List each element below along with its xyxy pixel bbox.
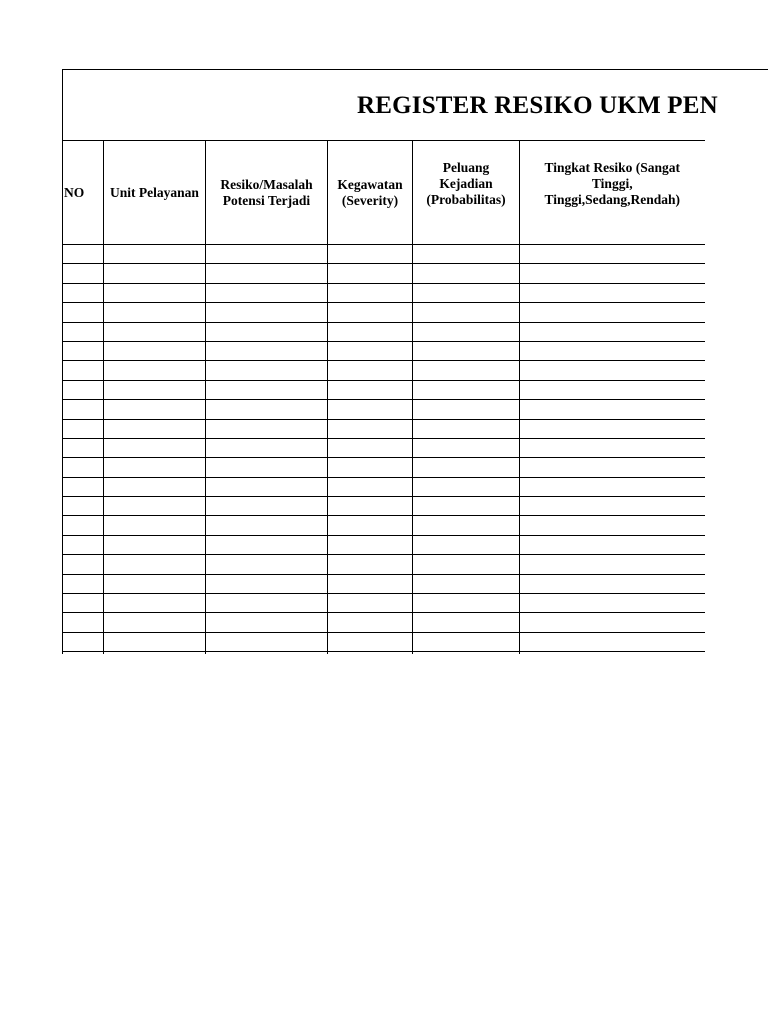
table-cell <box>63 361 104 380</box>
table-cell <box>328 438 413 457</box>
table-cell <box>328 283 413 302</box>
table-cell <box>520 497 705 516</box>
table-cell <box>520 303 705 322</box>
table-cell <box>413 341 520 360</box>
table-cell <box>328 264 413 283</box>
table-cell <box>104 652 206 654</box>
table-cell <box>63 555 104 574</box>
table-header-row <box>63 141 705 245</box>
table-body <box>63 245 705 655</box>
table-cell <box>63 516 104 535</box>
table-row <box>63 555 705 574</box>
risk-register-table <box>62 140 705 654</box>
table-cell <box>520 458 705 477</box>
document-title: REGISTER RESIKO UKM PEN <box>357 92 718 119</box>
table-row <box>63 477 705 496</box>
table-cell <box>206 535 328 554</box>
table-cell <box>206 341 328 360</box>
table-cell <box>413 516 520 535</box>
table-cell <box>328 516 413 535</box>
table-cell <box>104 535 206 554</box>
table-cell <box>328 535 413 554</box>
table-row <box>63 380 705 399</box>
table-cell <box>413 652 520 654</box>
table-cell <box>63 245 104 264</box>
table-cell <box>413 613 520 632</box>
table-cell <box>520 652 705 654</box>
header-resiko-masalah: Resiko/Masalah Potensi Terjadi <box>206 141 328 245</box>
table-row <box>63 400 705 419</box>
table-cell <box>104 458 206 477</box>
table-row <box>63 613 705 632</box>
table-cell <box>328 632 413 651</box>
table-row <box>63 632 705 651</box>
table-cell <box>63 594 104 613</box>
table-row <box>63 535 705 554</box>
table-cell <box>104 516 206 535</box>
table-cell <box>520 594 705 613</box>
table-cell <box>63 380 104 399</box>
table-row <box>63 283 705 302</box>
table-cell <box>104 400 206 419</box>
table-cell <box>206 497 328 516</box>
table-cell <box>520 380 705 399</box>
table-row <box>63 303 705 322</box>
table-cell <box>104 322 206 341</box>
table-cell <box>104 555 206 574</box>
table-cell <box>206 555 328 574</box>
table-cell <box>413 497 520 516</box>
table-cell <box>413 632 520 651</box>
table-row <box>63 245 705 264</box>
table-cell <box>520 264 705 283</box>
table-cell <box>413 458 520 477</box>
table-cell <box>206 458 328 477</box>
table-cell <box>413 380 520 399</box>
table-cell <box>328 594 413 613</box>
table-row <box>63 322 705 341</box>
table-cell <box>104 283 206 302</box>
table-cell <box>206 322 328 341</box>
table-cell <box>63 303 104 322</box>
table-cell <box>63 458 104 477</box>
table-cell <box>328 652 413 654</box>
table-cell <box>104 380 206 399</box>
table-cell <box>206 283 328 302</box>
table-row <box>63 497 705 516</box>
table-row <box>63 574 705 593</box>
table-cell <box>413 303 520 322</box>
table-cell <box>206 477 328 496</box>
table-cell <box>206 245 328 264</box>
table-cell <box>413 594 520 613</box>
table-cell <box>63 341 104 360</box>
header-unit-pelayanan: Unit Pelayanan <box>104 141 206 245</box>
table-cell <box>413 535 520 554</box>
table-cell <box>520 555 705 574</box>
table-cell <box>104 632 206 651</box>
header-tingkat-resiko: Tingkat Resiko (Sangat Tinggi, Tinggi,Sedang,Rendah) <box>520 141 705 245</box>
table-cell <box>206 574 328 593</box>
table-cell <box>63 264 104 283</box>
table-cell <box>413 361 520 380</box>
table-cell <box>206 594 328 613</box>
table-cell <box>104 574 206 593</box>
table-cell <box>63 613 104 632</box>
table-cell <box>520 438 705 457</box>
table-cell <box>206 438 328 457</box>
table-cell <box>328 380 413 399</box>
table-cell <box>206 361 328 380</box>
table-row <box>63 652 705 654</box>
table-cell <box>206 380 328 399</box>
table-cell <box>413 419 520 438</box>
table-row <box>63 419 705 438</box>
table-row <box>63 594 705 613</box>
title-box <box>62 69 768 141</box>
table-cell <box>63 419 104 438</box>
table-row <box>63 516 705 535</box>
table-cell <box>520 283 705 302</box>
table-cell <box>206 400 328 419</box>
table-cell <box>206 264 328 283</box>
table-cell <box>104 594 206 613</box>
table-cell <box>63 535 104 554</box>
table-cell <box>104 303 206 322</box>
table-cell <box>520 419 705 438</box>
table-cell <box>206 613 328 632</box>
table-cell <box>413 264 520 283</box>
header-kegawatan: Kegawatan (Severity) <box>328 141 413 245</box>
table-row <box>63 264 705 283</box>
table-cell <box>104 264 206 283</box>
table-cell <box>328 322 413 341</box>
header-peluang-kejadian: Peluang Kejadian (Probabilitas) <box>413 141 520 245</box>
table-cell <box>206 303 328 322</box>
table-cell <box>328 555 413 574</box>
table-cell <box>413 400 520 419</box>
table-cell <box>520 245 705 264</box>
table-cell <box>413 555 520 574</box>
table-cell <box>63 400 104 419</box>
table-row <box>63 458 705 477</box>
table-cell <box>206 516 328 535</box>
table-cell <box>104 497 206 516</box>
table-cell <box>63 283 104 302</box>
table-cell <box>328 458 413 477</box>
table-cell <box>413 322 520 341</box>
table-cell <box>63 574 104 593</box>
header-no: NO <box>63 141 104 245</box>
table-cell <box>413 245 520 264</box>
table-cell <box>104 361 206 380</box>
table-cell <box>413 477 520 496</box>
table-cell <box>104 438 206 457</box>
table-cell <box>328 303 413 322</box>
table-cell <box>520 516 705 535</box>
table-cell <box>520 400 705 419</box>
table-row <box>63 341 705 360</box>
table-cell <box>520 574 705 593</box>
table-cell <box>63 477 104 496</box>
table-row <box>63 438 705 457</box>
table-cell <box>328 361 413 380</box>
table-cell <box>413 283 520 302</box>
table-cell <box>206 652 328 654</box>
table-cell <box>206 419 328 438</box>
table-cell <box>63 652 104 654</box>
table-cell <box>206 632 328 651</box>
table-cell <box>520 341 705 360</box>
table-cell <box>328 245 413 264</box>
table-cell <box>328 574 413 593</box>
table-cell <box>520 535 705 554</box>
table-row <box>63 361 705 380</box>
table-cell <box>328 477 413 496</box>
table-cell <box>413 574 520 593</box>
table-cell <box>328 341 413 360</box>
table-cell <box>413 438 520 457</box>
table-cell <box>520 322 705 341</box>
table-cell <box>328 613 413 632</box>
table-cell <box>104 613 206 632</box>
table-cell <box>520 632 705 651</box>
table-cell <box>104 245 206 264</box>
table-cell <box>328 419 413 438</box>
table-cell <box>63 322 104 341</box>
table-cell <box>104 419 206 438</box>
table-cell <box>520 477 705 496</box>
table-cell <box>104 341 206 360</box>
table-cell <box>104 477 206 496</box>
table-cell <box>63 497 104 516</box>
table-cell <box>63 632 104 651</box>
register-sheet <box>62 69 768 654</box>
table-cell <box>328 400 413 419</box>
table-cell <box>63 438 104 457</box>
table-cell <box>328 497 413 516</box>
table-cell <box>520 613 705 632</box>
table-cell <box>520 361 705 380</box>
